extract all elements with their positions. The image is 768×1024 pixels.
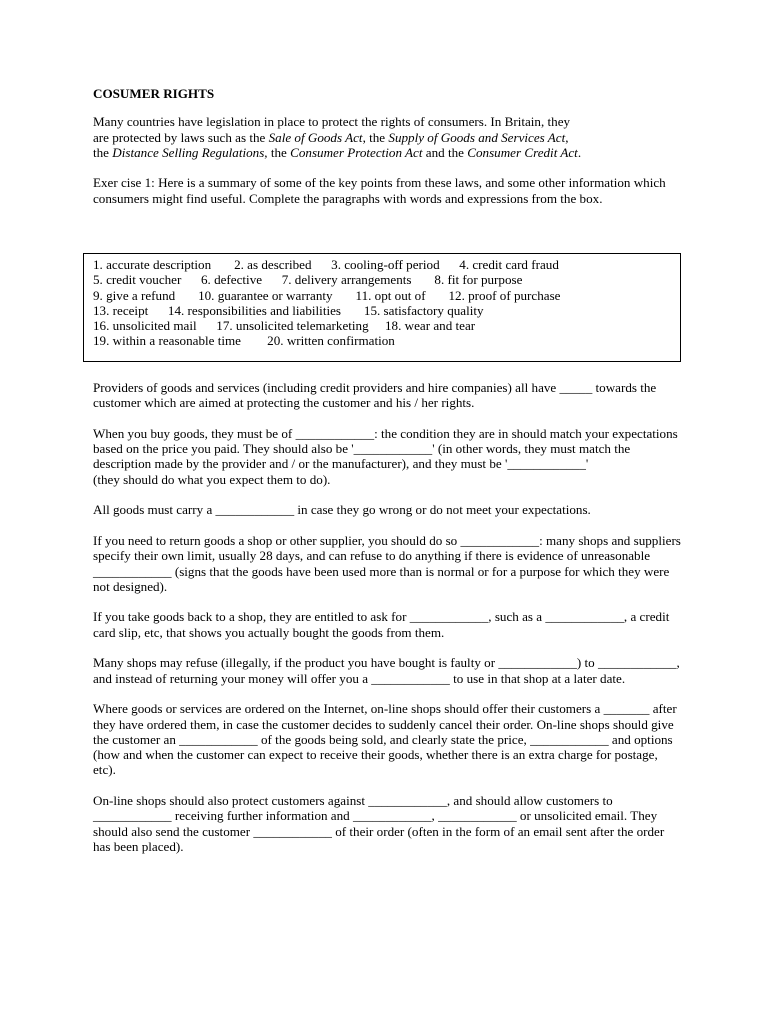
intro-line-3a: the — [93, 144, 113, 160]
act-sale-of-goods: Sale of Goods Act — [268, 129, 363, 145]
paragraph-guarantee: All goods must carry a ____________ in case they go wrong or do not meet your expectations. — [93, 502, 591, 518]
word-box-row: 19. within a reasonable time 20. written confirmation — [93, 333, 395, 349]
act-consumer-credit: Consumer Credit Act — [467, 144, 578, 160]
word-box-row: 1. accurate description 2. as described 3. cooling-off period 4. credit card fraud — [93, 257, 559, 272]
act-consumer-protection: Consumer Protection Act — [290, 144, 423, 160]
intro-paragraph — [93, 114, 693, 160]
intro-line-3c: and the — [422, 144, 468, 160]
page-title: COSUMER RIGHTS — [93, 86, 215, 101]
word-box-row: 16. unsolicited mail 17. unsolicited telemarketing 18. wear and tear — [93, 318, 476, 334]
document-body — [93, 86, 693, 221]
paragraph-responsibilities: Providers of goods and services (including credit providers and hire companies) all have _____ towards the customer which are aimed at protecting the customer and his / her rights. — [93, 380, 657, 411]
word-box — [83, 253, 681, 362]
paragraph-refund: Many shops may refuse (illegally, if the product you have bought is faulty or ____________) to ____________, and instead of returning your money will offer you a ____________ to use in that shop at a later date. — [93, 655, 680, 686]
paragraph-online-shops: Where goods or services are ordered on the Internet, on-line shops should offer their customers a _______ after they have ordered them, in case the customer decides to suddenly cancel their order. On-line shops should give the customer an ____________ of the goods being sold, and clearly state the price, ____________ and options (how and when the customer can expect to receive their goods, whether there is an extra charge for postage, etc). — [93, 701, 677, 778]
word-box-row: 13. receipt 14. responsibilities and liabilities 15. satisfactory quality — [93, 302, 484, 318]
word-box-row: 9. give a refund 10. guarantee or warranty 11. opt out of 12. proof of purchase — [93, 287, 561, 303]
intro-line-3d: . — [577, 144, 582, 160]
intro-line-1: Many countries have legislation in place to protect the rights of consumers. In Britain, they — [93, 114, 571, 130]
paragraph-goods-quality: When you buy goods, they must be of ____________: the condition they are in should match your expectations based on the price you paid. They should also be '____________' (in other words, they must match the description made by the provider and / or the manufacturer), and they must be '____________' (they should do what you expect them to do). — [93, 425, 678, 487]
paragraph-proof: If you take goods back to a shop, they are entitled to ask for ____________, such as a ____________, a credit card slip, etc, that shows you actually bought the goods from them. — [93, 609, 670, 640]
act-supply-goods-services: Supply of Goods and Services Act — [388, 129, 566, 145]
word-box-row: 5. credit voucher 6. defective 7. delivery arrangements 8. fit for purpose — [93, 272, 523, 288]
intro-line-2b: , the — [362, 129, 389, 145]
intro-line-3b: , the — [264, 144, 291, 160]
paragraph-returns: If you need to return goods a shop or other supplier, you should do so ____________: many shops and suppliers specify their own limit, usually 28 days, and can refuse to do anything if there is evidence of unreasonable ____________ (signs that the goods have been used more than is normal or for a purpose for which they were not designed). — [93, 532, 681, 594]
paragraph-online-protection: On-line shops should also protect customers against ____________, and should allow customers to ____________ receiving further information and ____________, ____________ or unsolicited email. They should also send the customer ____________ of their order (often in the form of an email sent after the order has been placed). — [93, 793, 665, 854]
intro-line-2c: , — [565, 129, 569, 145]
act-distance-selling: Distance Selling Regulations — [112, 144, 265, 160]
exercise-paragraphs — [93, 380, 683, 870]
intro-line-2a: are protected by laws such as the — [93, 129, 269, 145]
exercise-instructions: Exer cise 1: Here is a summary of some of the key points from these laws, and some other information which consumers might find useful. Complete the paragraphs with words and expressions from the box. — [93, 175, 666, 206]
